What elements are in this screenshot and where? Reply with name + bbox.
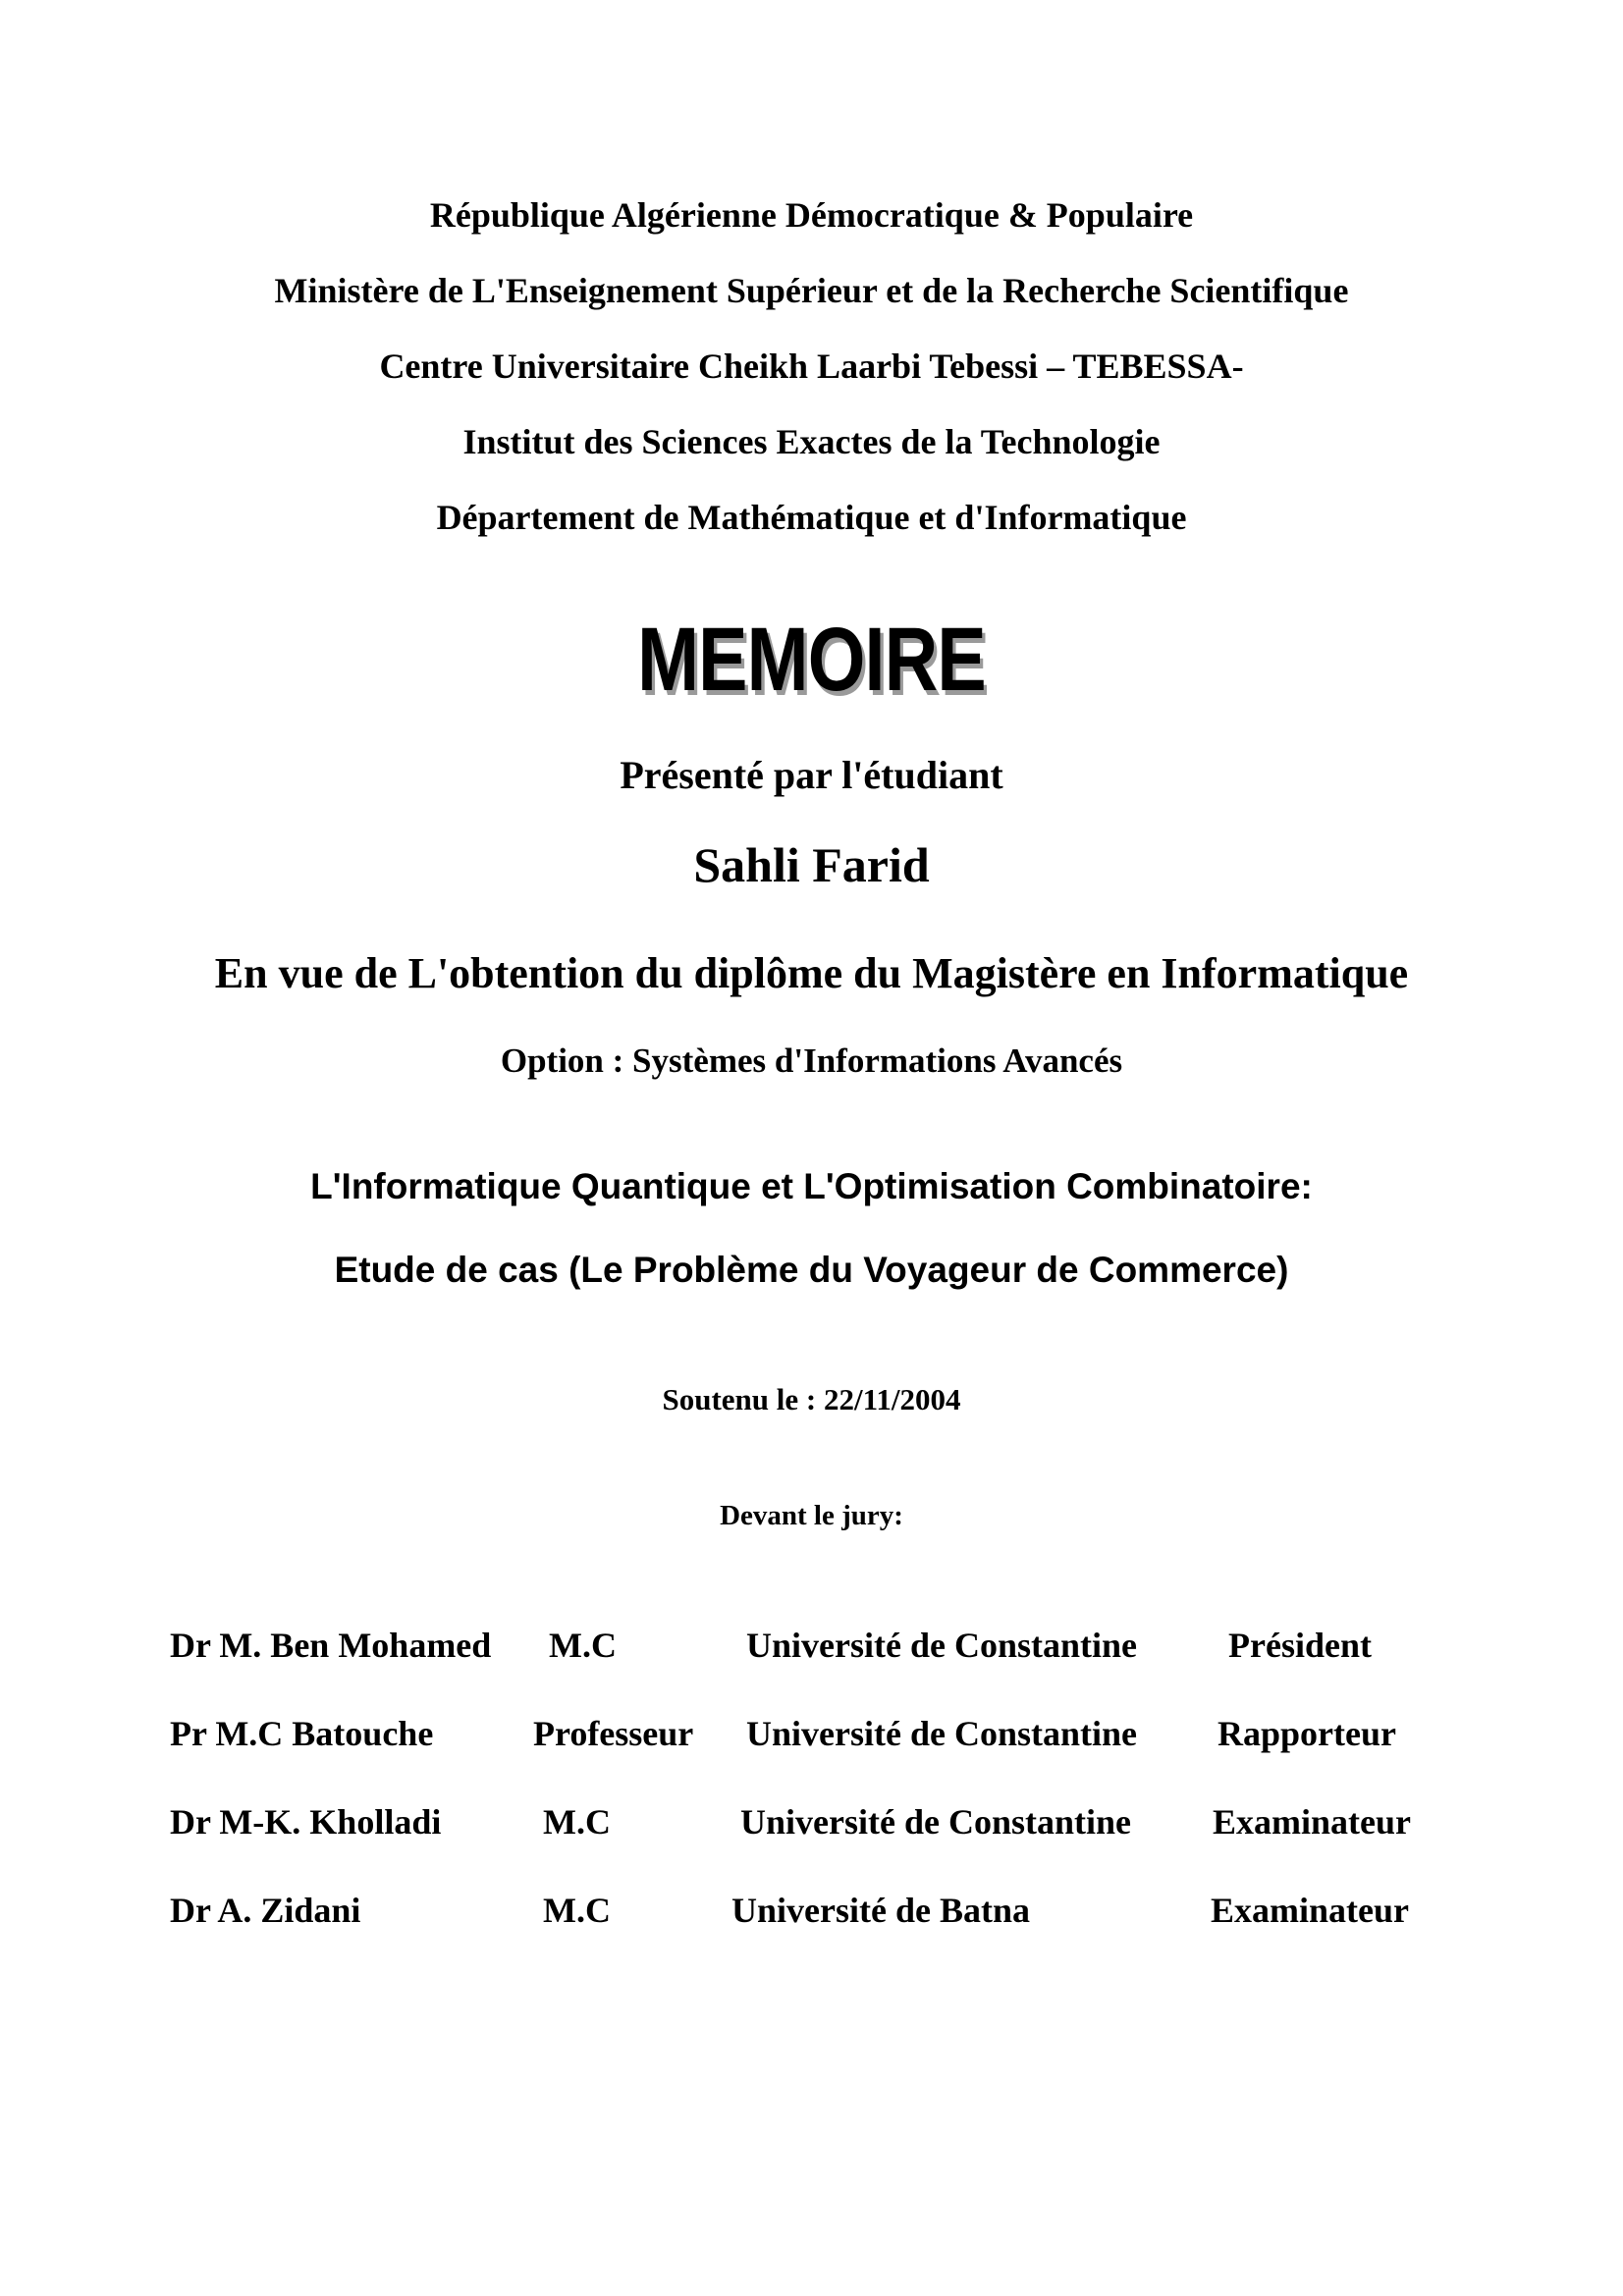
jury-member-university: Université de Constantine — [740, 1802, 1131, 1842]
jury-member-role: Examinateur — [1211, 1891, 1409, 1930]
jury-member-grade: M.C — [543, 1802, 611, 1842]
thesis-title-line-1: L'Informatique Quantique et L'Optimisation Combinatoire: — [310, 1166, 1313, 1206]
jury-row — [0, 1801, 1623, 1850]
jury-member-grade: Professeur — [533, 1714, 694, 1753]
diploma-statement: En vue de L'obtention du diplôme du Magistère en Informatique — [214, 949, 1409, 997]
jury-member-grade: M.C — [549, 1626, 617, 1665]
jury-member-name: Dr M-K. Kholladi — [170, 1802, 442, 1842]
jury-row — [0, 1713, 1623, 1762]
jury-row — [0, 1890, 1623, 1939]
header-center: Centre Universitaire Cheikh Laarbi Tebessi – TEBESSA- — [379, 347, 1244, 386]
jury-member-role: Examinateur — [1213, 1802, 1411, 1842]
header-ministry: Ministère de L'Enseignement Supérieur et de la Recherche Scientifique — [274, 271, 1349, 310]
student-name: Sahli Farid — [693, 837, 930, 892]
document-type-heading: MEMOIRE — [637, 610, 986, 710]
jury-member-grade: M.C — [543, 1891, 611, 1930]
option-label: Option : Systèmes d'Informations Avancés — [500, 1041, 1123, 1080]
presented-by-label: Présenté par l'étudiant — [620, 753, 1003, 797]
header-department: Département de Mathématique et d'Informatique — [436, 498, 1187, 537]
header-republic: République Algérienne Démocratique & Populaire — [429, 195, 1194, 235]
defense-date: Soutenu le : 22/11/2004 — [662, 1382, 961, 1416]
jury-heading: Devant le jury: — [720, 1500, 903, 1531]
jury-member-university: Université de Batna — [731, 1891, 1030, 1930]
jury-member-name: Pr M.C Batouche — [170, 1714, 434, 1753]
jury-member-university: Université de Constantine — [746, 1714, 1137, 1753]
thesis-title-line-2: Etude de cas (Le Problème du Voyageur de Commerce) — [334, 1250, 1289, 1290]
jury-row — [0, 1625, 1623, 1674]
jury-member-name: Dr A. Zidani — [170, 1891, 361, 1930]
jury-member-university: Université de Constantine — [746, 1626, 1137, 1665]
header-institute: Institut des Sciences Exactes de la Technologie — [462, 422, 1161, 461]
jury-member-name: Dr M. Ben Mohamed — [170, 1626, 492, 1665]
jury-member-role: Rapporteur — [1217, 1714, 1396, 1753]
jury-member-role: Président — [1228, 1626, 1372, 1665]
